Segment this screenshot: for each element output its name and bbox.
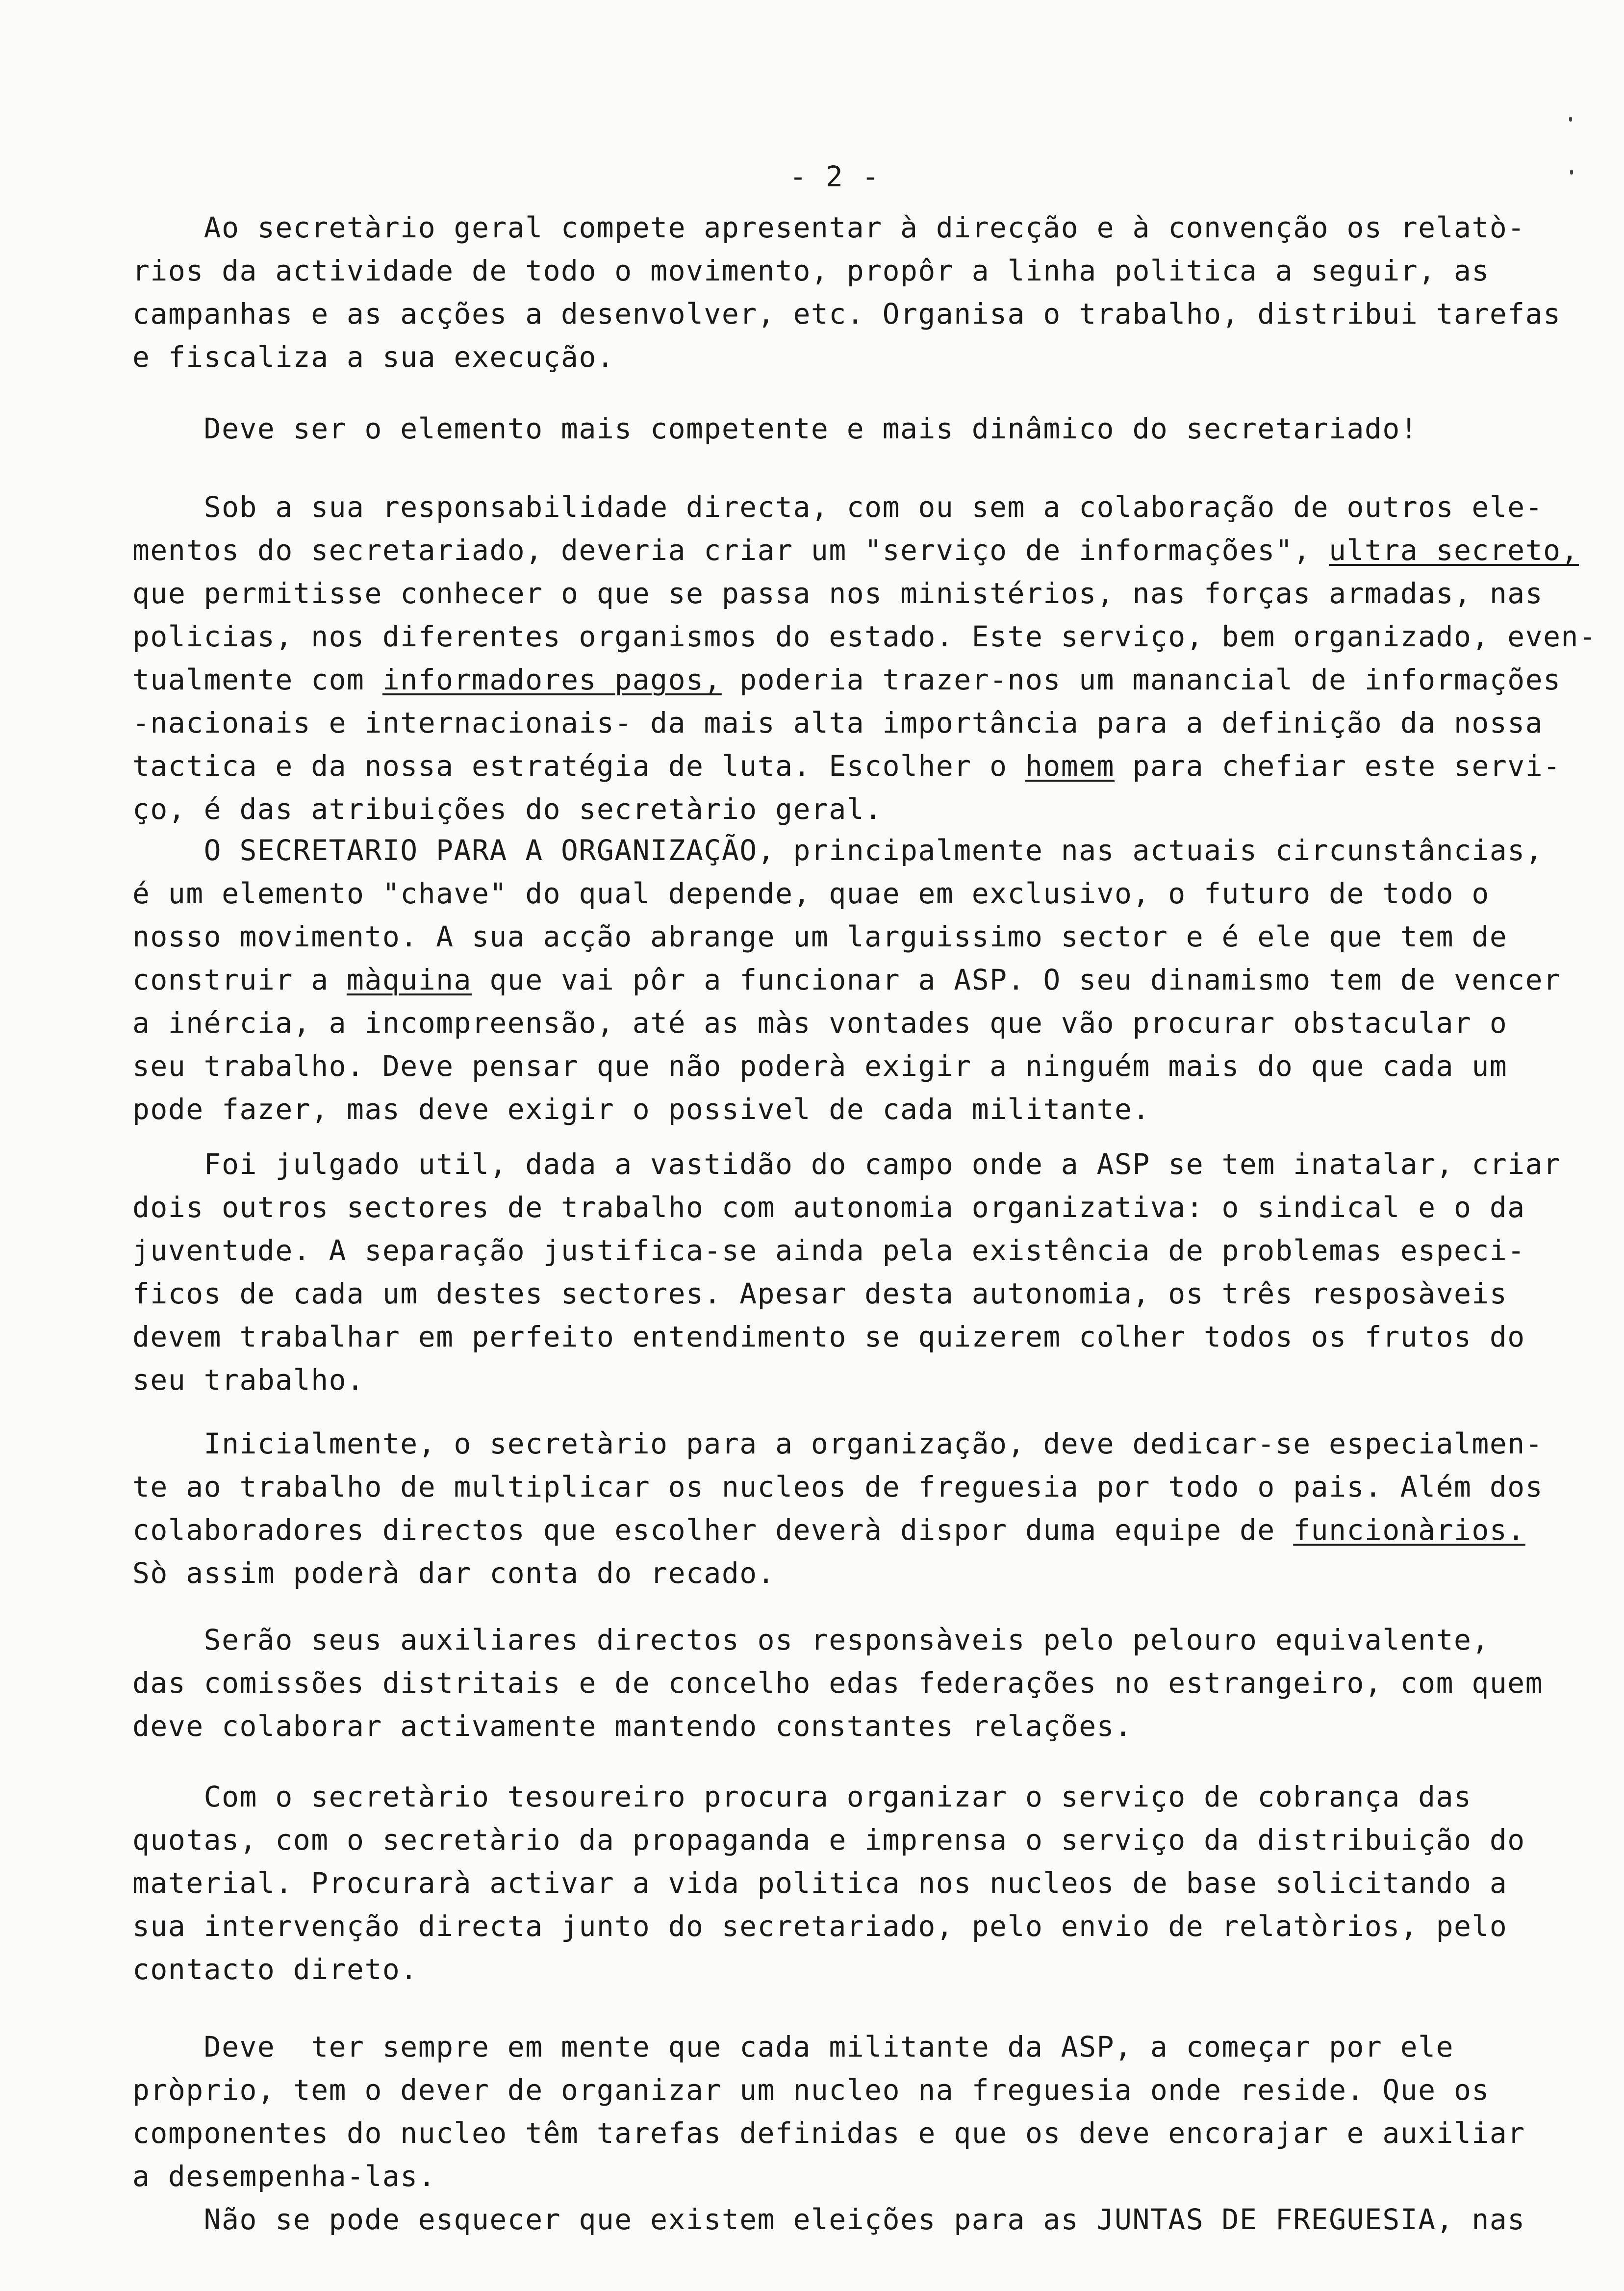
- text-line: a inércia, a incompreensão, até as màs vontades que vão procurar obstacular o: [132, 1006, 1508, 1040]
- text-line: [132, 958, 1561, 1001]
- text-line: Inicialmente, o secretàrio para a organização, deve dedicar-se especialmen-: [132, 1427, 1544, 1460]
- text-segment: construir a: [132, 963, 347, 996]
- paragraph-elemento-competente: [132, 407, 1545, 450]
- paragraph-sectores-trabalho: [132, 1143, 1561, 1401]
- text-line: te ao trabalho de multiplicar os nucleos de freguesia por todo o pais. Além dos: [132, 1470, 1544, 1503]
- text-line: Não se pode esquecer que existem eleições para as JUNTAS DE FREGUESIA, nas: [132, 2203, 1525, 2236]
- text-line: campanhas e as acções a desenvolver, etc. Organisa o trabalho, distribui tarefas: [132, 297, 1561, 331]
- text-line: material. Procurarà activar a vida politica nos nucleos de base solicitando a: [132, 1866, 1508, 1900]
- text-line: deve colaborar activamente mantendo constantes relações.: [132, 1709, 1133, 1743]
- text-line: contacto direto.: [132, 1953, 418, 1986]
- text-line: [132, 1508, 1545, 1552]
- text-line: e fiscaliza a sua execução.: [132, 340, 615, 374]
- text-line: seu trabalho. Deve pensar que não poderà exigir a ninguém mais do que cada um: [132, 1049, 1508, 1083]
- text-segment: poderia trazer-nos um manancial de informações: [721, 663, 1561, 696]
- text-line: é um elemento "chave" do qual depende, quae em exclusivo, o futuro de todo o: [132, 877, 1490, 910]
- text-line: policias, nos diferentes organismos do estado. Este serviço, bem organizado, even-: [132, 620, 1597, 653]
- text-segment: mentos do secretariado, deveria criar um "serviço de informações",: [132, 534, 1329, 567]
- underlined-informadores-pagos: informadores pagos,: [382, 663, 722, 696]
- text-line: Sob a sua responsabilidade directa, com ou sem a colaboração de outros ele-: [132, 490, 1544, 524]
- text-line: dois outros sectores de trabalho com autonomia organizativa: o sindical e o da: [132, 1191, 1525, 1224]
- underlined-funcionarios: funcionàrios.: [1293, 1513, 1525, 1547]
- text-line: Ao secretàrio geral compete apresentar à direcção e à convenção os relatò-: [132, 211, 1525, 244]
- text-line: rios da actividade de todo o movimento, propôr a linha politica a seguir, as: [132, 254, 1490, 287]
- paragraph-militante: [132, 2025, 1545, 2241]
- paragraph-secretario-geral: [132, 206, 1561, 379]
- text-line: [132, 658, 1561, 701]
- underlined-ultra-secreto: ultra secreto,: [1329, 534, 1579, 567]
- text-line: devem trabalhar em perfeito entendimento se quizerem colher todos os frutos do: [132, 1320, 1525, 1353]
- text-segment: tactica e da nossa estratégia de luta. Escolher o: [132, 749, 1025, 783]
- text-line: pode fazer, mas deve exigir o possivel de cada militante.: [132, 1093, 1150, 1126]
- text-line: das comissões distritais e de concelho edas federações no estrangeiro, com quem: [132, 1666, 1544, 1700]
- text-line: ço, é das atribuições do secretàrio geral.: [132, 792, 883, 826]
- text-segment: tualmente com: [132, 663, 382, 696]
- text-line: Com o secretàrio tesoureiro procura organizar o serviço de cobrança das: [132, 1780, 1472, 1813]
- paragraph-auxiliares: [132, 1618, 1545, 1748]
- text-line: O SECRETARIO PARA A ORGANIZAÇÃO, principalmente nas actuais circunstâncias,: [132, 834, 1544, 867]
- text-segment: para chefiar este servi-: [1115, 749, 1561, 783]
- text-line: Deve ser o elemento mais competente e mais dinâmico do secretariado!: [132, 412, 1419, 445]
- scan-speck: [1570, 170, 1573, 175]
- text-line: [132, 744, 1561, 788]
- text-line: juventude. A separação justifica-se ainda pela existência de problemas especi-: [132, 1234, 1525, 1267]
- text-line: [132, 529, 1579, 572]
- paragraph-servico-informacoes: [132, 485, 1597, 831]
- text-line: seu trabalho.: [132, 1363, 365, 1397]
- underlined-maquina: màquina: [347, 963, 472, 996]
- paragraph-secretario-organizacao: [132, 829, 1561, 1131]
- paragraph-tesoureiro: [132, 1775, 1545, 1991]
- text-line: -nacionais e internacionais- da mais alta importância para a definição da nossa: [132, 706, 1544, 739]
- text-line: nosso movimento. A sua acção abrange um larguissimo sector e é ele que tem de: [132, 920, 1508, 953]
- text-line: Deve ter sempre em mente que cada militante da ASP, a começar por ele: [132, 2030, 1454, 2063]
- text-line: componentes do nucleo têm tarefas definidas e que os deve encorajar e auxiliar: [132, 2116, 1525, 2150]
- text-segment: colaboradores directos que escolher deverà dispor duma equipe de: [132, 1513, 1294, 1547]
- text-line: a desempenha-las.: [132, 2160, 436, 2193]
- page-number: - 2 -: [789, 160, 880, 193]
- text-line: ficos de cada um destes sectores. Apesar desta autonomia, os três resposàveis: [132, 1277, 1508, 1310]
- text-line: que permitisse conhecer o que se passa nos ministérios, nas forças armadas, nas: [132, 577, 1544, 610]
- text-segment: que vai pôr a funcionar a ASP. O seu dinamismo tem de vencer: [471, 963, 1561, 996]
- underlined-homem: homem: [1025, 749, 1115, 783]
- text-line: Serão seus auxiliares directos os responsàveis pelo pelouro equivalente,: [132, 1623, 1490, 1656]
- text-line: sua intervenção directa junto do secretariado, pelo envio de relatòrios, pelo: [132, 1909, 1508, 1943]
- paragraph-inicialmente: [132, 1422, 1545, 1595]
- text-line: pròprio, tem o dever de organizar um nucleo na freguesia onde reside. Que os: [132, 2073, 1490, 2107]
- text-line: Foi julgado util, dada a vastidão do campo onde a ASP se tem inatalar, criar: [132, 1147, 1561, 1181]
- text-line: Sò assim poderà dar conta do recado.: [132, 1556, 776, 1590]
- text-line: quotas, com o secretàrio da propaganda e imprensa o serviço da distribuição do: [132, 1823, 1525, 1857]
- scan-speck: [1569, 117, 1572, 122]
